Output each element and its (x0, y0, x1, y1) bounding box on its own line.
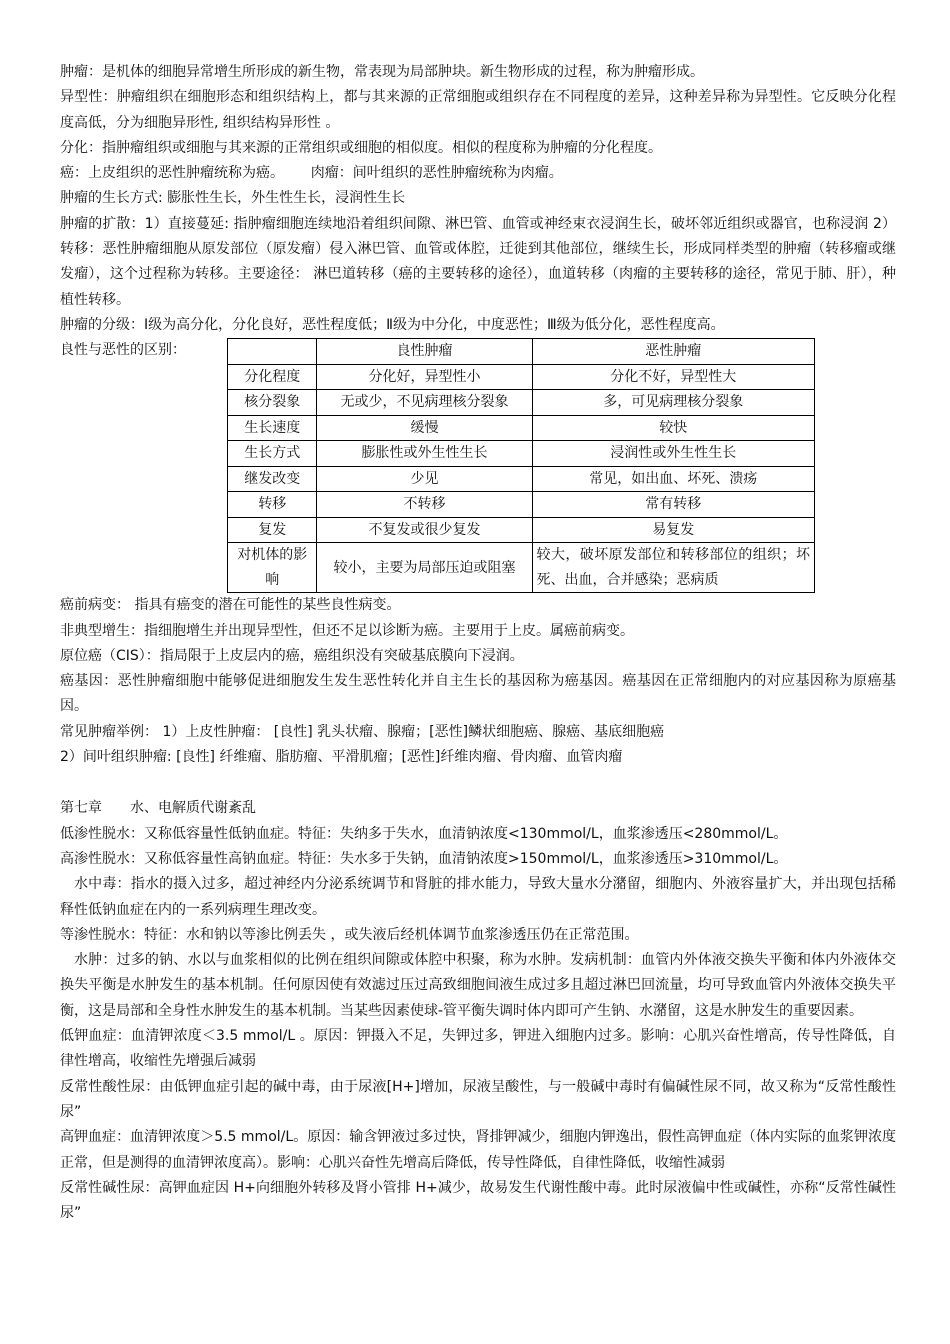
table-cell: 核分裂象 (228, 390, 317, 416)
paragraph-precancerous: 癌前病变： 指具有癌变的潜在可能性的某些良性病变。 (60, 597, 401, 614)
table-cell: 多，可见病理核分裂象 (532, 390, 814, 416)
table-header-row (228, 339, 815, 365)
chapter-heading (60, 796, 896, 821)
table-cell: 生长方式 (228, 441, 317, 467)
table-cell: 生长速度 (228, 415, 317, 441)
paragraph-carcinoma-sarcoma: 癌：上皮组织的恶性肿瘤统称为癌。 肉瘤：间叶组织的恶性肿瘤统称为肉瘤。 (60, 165, 563, 182)
table-row (228, 364, 815, 390)
paragraph-hyperkalemia: 高钾血症：血清钾浓度＞5.5 mmol/L。原因：输含钾液过多过快，肾排钾减少，细胞内钾逸出，假性高钾血症（体内实际的血浆钾浓度正常，但是测得的血清钾浓度高）。影响：心肌兴奋性先增高后降低，传导性降低，自律性降低，收缩性减弱 (60, 1129, 896, 1171)
table-row (228, 492, 815, 518)
comparison-label: 良性与恶性的区别： (60, 342, 186, 359)
table-cell: 不转移 (317, 492, 532, 518)
table-row (228, 543, 815, 593)
table-cell: 继发改变 (228, 466, 317, 492)
paragraph-isotonic-dehydration: 等渗性脱水：特征：水和钠以等渗比例丢失 ，或失液后经机体调节血浆渗透压仍在正常范围。 (60, 926, 639, 943)
table-cell: 分化程度 (228, 364, 317, 390)
table-cell: 膨胀性或外生性生长 (317, 441, 532, 467)
paragraph-grading: 肿瘤的分级：Ⅰ级为高分化，分化良好，恶性程度低；Ⅱ级为中分化，中度恶性；Ⅲ级为低分化，恶性程度高。 (60, 316, 725, 333)
table-cell: 浸润性或外生性生长 (532, 441, 814, 467)
comparison-table (227, 338, 815, 593)
paragraph-edema: 水肿：过多的钠、水以与血浆相似的比例在组织间隙或体腔中积聚，称为水肿。发病机制：血管内外体液交换失平衡和体内外液体交换失平衡是水肿发生的基本机制。任何原因使有效滤过压过高致细胞间液生成过多且超过淋巴回流量，均可导致血管内外液体交换失平衡，这是局部和全身性水肿发生的基本机制。当某些因素使球-管平衡失调时体内即可产生钠、水潴留，这是水肿发生的重要因素。 (60, 952, 896, 1019)
paragraph-tumor-definition: 肿瘤：是机体的细胞异常增生所形成的新生物，常表现为局部肿块。新生物形成的过程，称为肿瘤形成。 (60, 64, 704, 80)
table-header-cell: 良性肿瘤 (317, 339, 532, 365)
table-row (228, 517, 815, 543)
table-header-cell (228, 339, 317, 365)
table-cell: 分化不好，异型性大 (532, 364, 814, 390)
chapter-number: 第七章 (60, 800, 102, 817)
paragraph-atypical-hyperplasia: 非典型增生：指细胞增生并出现异型性，但还不足以诊断为癌。主要用于上皮。属癌前病变。 (60, 622, 634, 639)
comparison-section (60, 338, 896, 593)
paragraph-atypia: 异型性：肿瘤组织在细胞形态和组织结构上，都与其来源的正常细胞或组织存在不同程度的差异，这种差异称为异型性。它反映分化程度高低，分为细胞异形性, 组织结构异形性 。 (60, 89, 896, 131)
table-cell: 易复发 (532, 517, 814, 543)
document-content (60, 60, 896, 1226)
table-cell: 分化好，异型性小 (317, 364, 532, 390)
table-cell: 对机体的影响 (228, 543, 317, 593)
paragraph-paradoxical-aciduria: 反常性酸性尿：由低钾血症引起的碱中毒，由于尿液[H+]增加，尿液呈酸性，与一般碱中毒时有偏碱性尿不同，故又称为“反常性酸性尿” (60, 1078, 896, 1120)
paragraph-carcinoma-in-situ: 原位癌（CIS）：指局限于上皮层内的癌，癌组织没有突破基底膜向下浸润。 (60, 647, 524, 664)
paragraph-paradoxical-alkaline-urine: 反常性碱性尿：高钾血症因 H+向细胞外转移及肾小管排 H+减少，故易发生代谢性酸中毒。此时尿液偏中性或碱性，亦称“反常性碱性尿” (60, 1179, 896, 1222)
table-cell: 较小，主要为局部压迫或阻塞 (317, 543, 532, 593)
table-cell: 常有转移 (532, 492, 814, 518)
paragraph-hypokalemia: 低钾血症：血清钾浓度＜3.5 mmol/L 。原因：钾摄入不足，失钾过多，钾进入细胞内过多。影响：心肌兴奋性增高，传导性降低，自律性增高，收缩性先增强后减弱 (60, 1028, 896, 1070)
paragraph-differentiation: 分化：指肿瘤组织或细胞与其来源的正常组织或细胞的相似度。相似的程度称为肿瘤的分化程度。 (60, 139, 662, 156)
paragraph-examples-epithelial: 常见肿瘤举例： 1）上皮性肿瘤： [良性] 乳头状瘤、腺瘤；[恶性]鳞状细胞癌、腺癌、基底细胞癌 (60, 723, 665, 740)
table-header-cell: 恶性肿瘤 (532, 339, 814, 365)
table-cell: 无或少，不见病理核分裂象 (317, 390, 532, 416)
table-cell: 不复发或很少复发 (317, 517, 532, 543)
section-gap (60, 770, 896, 796)
paragraph-growth-patterns: 肿瘤的生长方式: 膨胀性生长，外生性生长，浸润性生长 (60, 190, 406, 207)
table-row (228, 415, 815, 441)
paragraph-spread: 肿瘤的扩散：1）直接蔓延: 指肿瘤细胞连续地沿着组织间隙、淋巴管、血管或神经束衣浸润生长，破坏邻近组织或器官，也称浸润 2）转移：恶性肿瘤细胞从原发部位（原发瘤）侵入淋巴管、血管或体腔，迁徙到其他部位，继续生长，形成同样类型的肿瘤（转移瘤或继发瘤），这个过程称为转移。主要途径： 淋巴道转移（癌的主要转移的途径），血道转移（肉瘤的主要转移的途径，常见于肺、肝），种植性转移。 (60, 215, 896, 308)
paragraph-examples-mesenchymal: 2）间叶组织肿瘤: [良性] 纤维瘤、脂肪瘤、平滑肌瘤；[恶性]纤维肉瘤、骨肉瘤、血管肉瘤 (60, 749, 623, 766)
table-row (228, 441, 815, 467)
table-cell: 常见，如出血、坏死、溃疡 (532, 466, 814, 492)
paragraph-hypertonic-dehydration: 高渗性脱水：又称低容量性高钠血症。特征：失水多于失钠，血清钠浓度>150mmol/L，血浆渗透压>310mmol/L。 (60, 850, 788, 867)
table-cell: 复发 (228, 517, 317, 543)
table-row (228, 390, 815, 416)
table-row (228, 466, 815, 492)
table-cell: 较大，破坏原发部位和转移部位的组织；坏死、出血，合并感染；恶病质 (532, 543, 814, 593)
paragraph-oncogene: 癌基因：恶性肿瘤细胞中能够促进细胞发生发生恶性转化并自主生长的基因称为癌基因。癌基因在正常细胞内的对应基因称为原癌基因。 (60, 673, 896, 715)
table-cell: 较快 (532, 415, 814, 441)
paragraph-water-intoxication: 水中毒：指水的摄入过多，超过神经内分泌系统调节和肾脏的排水能力，导致大量水分潴留，细胞内、外液容量扩大，并出现包括稀释性低钠血症在内的一系列病理生理改变。 (60, 876, 896, 918)
paragraph-hypotonic-dehydration: 低渗性脱水：又称低容量性低钠血症。特征：失纳多于失水，血清钠浓度<130mmol/L，血浆渗透压<280mmol/L。 (60, 825, 788, 842)
table-cell: 转移 (228, 492, 317, 518)
table-cell: 缓慢 (317, 415, 532, 441)
chapter-title: 水、电解质代谢紊乱 (130, 800, 256, 817)
table-cell: 少见 (317, 466, 532, 492)
